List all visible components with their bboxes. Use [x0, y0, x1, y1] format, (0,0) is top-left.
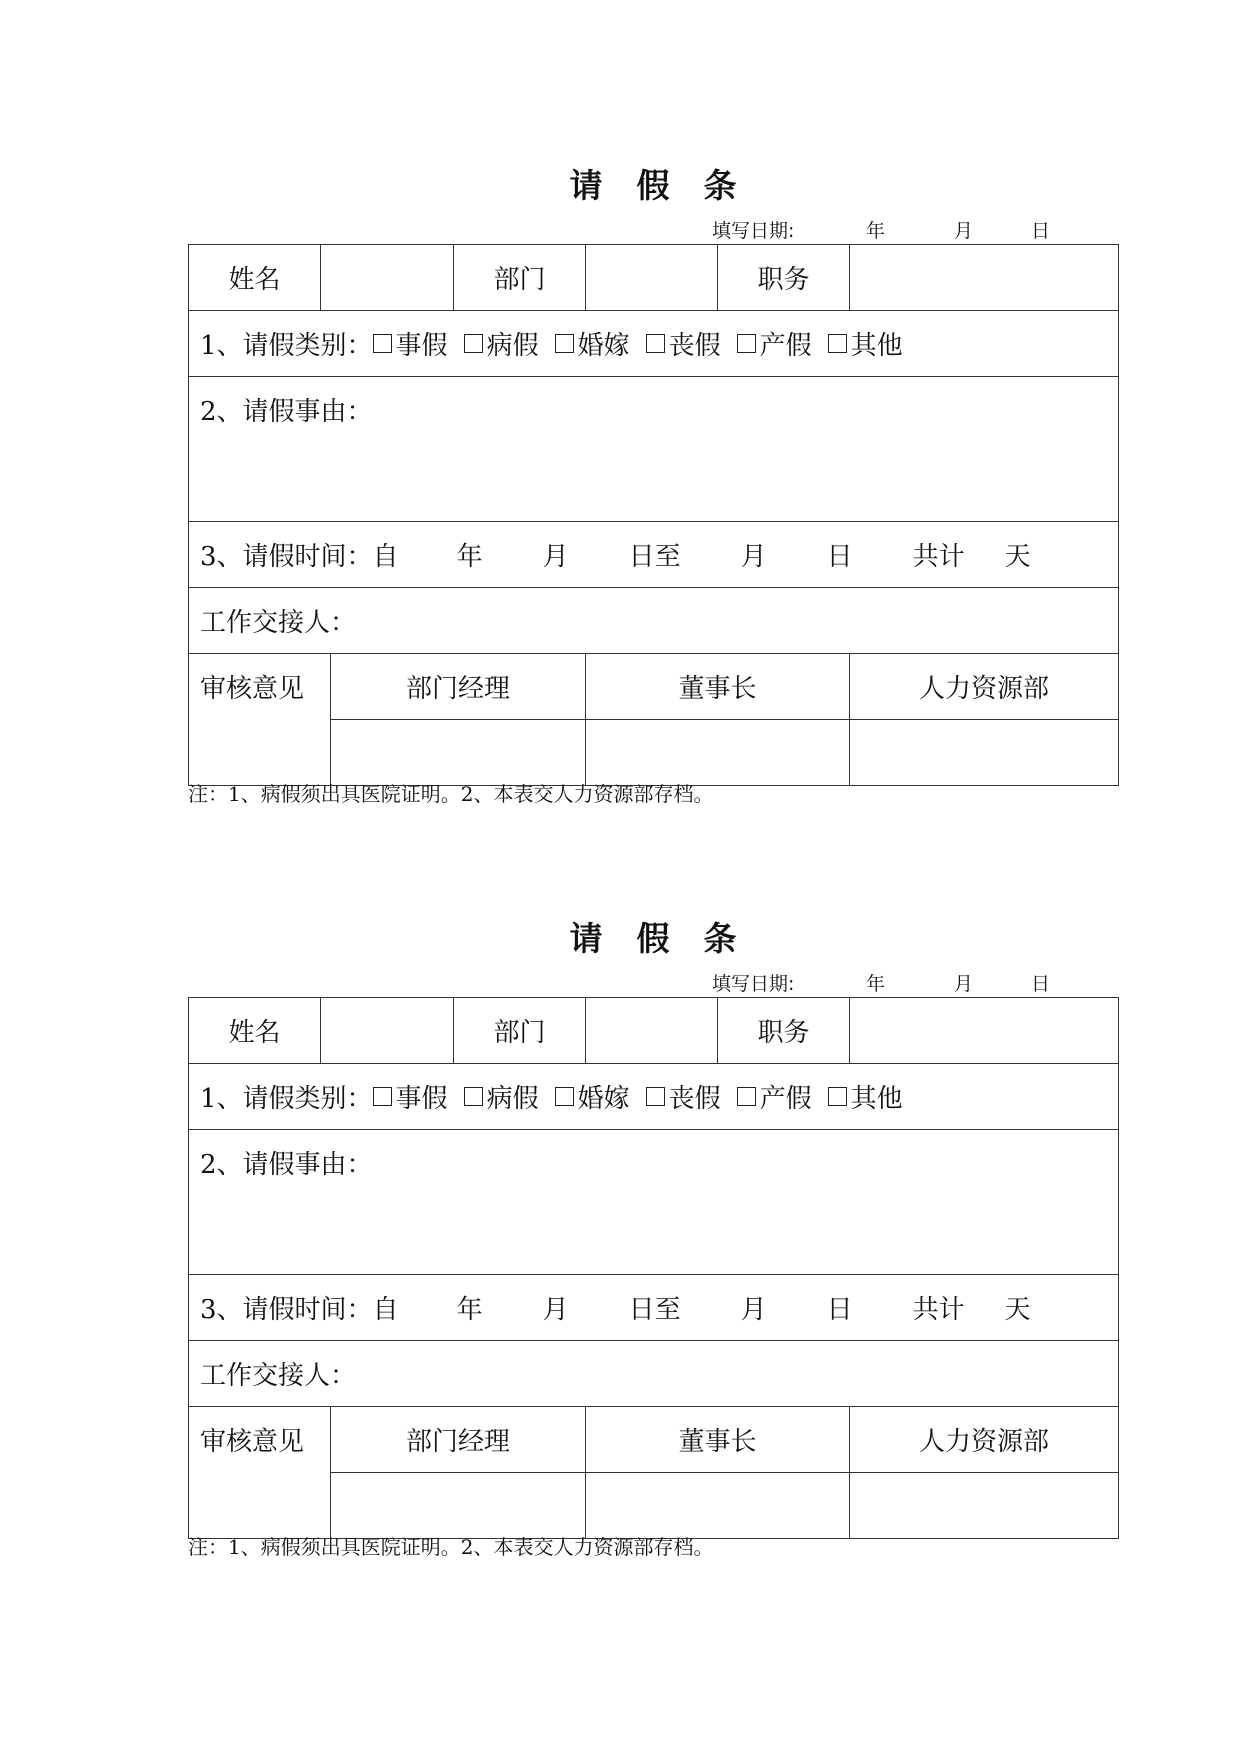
- handover-field[interactable]: [189, 1341, 1119, 1407]
- checkbox-icon[interactable]: [464, 1087, 483, 1106]
- name-field[interactable]: [321, 998, 454, 1064]
- checkbox-icon[interactable]: [555, 334, 574, 353]
- handover-field[interactable]: [189, 588, 1119, 654]
- review-col-hr: 人力资源部: [850, 1407, 1119, 1473]
- leave-type-label: 1、请假类别：: [200, 1084, 373, 1114]
- position-field[interactable]: [850, 245, 1119, 311]
- checkbox-icon[interactable]: [646, 334, 665, 353]
- fill-date-year[interactable]: 年: [866, 973, 886, 995]
- leave-type-option[interactable]: 病假: [464, 325, 539, 362]
- fill-date-day[interactable]: 日: [1031, 973, 1051, 995]
- review-col-dept-manager: 部门经理: [331, 654, 586, 720]
- fill-date-year[interactable]: 年: [866, 220, 886, 242]
- leave-type-option[interactable]: 产假: [737, 1078, 812, 1115]
- review-col-dept-manager: 部门经理: [331, 1407, 586, 1473]
- leave-type-option[interactable]: 病假: [464, 1078, 539, 1115]
- review-col-chairman: 董事长: [586, 654, 850, 720]
- reason-field[interactable]: [189, 377, 1119, 522]
- review-col-chairman: 董事长: [586, 1407, 850, 1473]
- leave-type-option[interactable]: 事假: [373, 1078, 448, 1115]
- position-label: 职务: [718, 245, 850, 311]
- reason-field[interactable]: [189, 1130, 1119, 1275]
- form-title: 请 假 条: [569, 166, 737, 205]
- review-field-hr[interactable]: [850, 1473, 1119, 1539]
- dept-label: 部门: [454, 998, 586, 1064]
- fill-date-line: [188, 216, 1118, 244]
- review-field-chairman[interactable]: [586, 1473, 850, 1539]
- leave-type-option[interactable]: 事假: [373, 325, 448, 362]
- reason-label: 2、请假事由：: [200, 397, 373, 427]
- position-field[interactable]: [850, 998, 1119, 1064]
- leave-table: [188, 244, 1119, 786]
- handover-label: 工作交接人：: [200, 1361, 357, 1391]
- leave-type-row: [189, 311, 1119, 377]
- fill-date-day[interactable]: 日: [1031, 220, 1051, 242]
- review-field-chairman[interactable]: [586, 720, 850, 786]
- checkbox-icon[interactable]: [373, 334, 392, 353]
- leave-type-option[interactable]: 婚嫁: [555, 1078, 630, 1115]
- checkbox-icon[interactable]: [737, 334, 756, 353]
- review-field-dept-manager[interactable]: [331, 1473, 586, 1539]
- checkbox-icon[interactable]: [737, 1087, 756, 1106]
- fill-date-month[interactable]: 月: [954, 973, 974, 995]
- review-field-dept-manager[interactable]: [331, 720, 586, 786]
- dept-field[interactable]: [586, 245, 718, 311]
- leave-type-option[interactable]: 其他: [828, 325, 903, 362]
- leave-type-option[interactable]: 丧假: [646, 1078, 721, 1115]
- checkbox-icon[interactable]: [828, 1087, 847, 1106]
- leave-type-option[interactable]: 婚嫁: [555, 325, 630, 362]
- fill-date-line: [188, 969, 1118, 997]
- leave-time-row[interactable]: 3、请假时间： 自 年 月 日至 月 日 共计 天: [189, 1275, 1119, 1341]
- checkbox-icon[interactable]: [646, 1087, 665, 1106]
- position-label: 职务: [718, 998, 850, 1064]
- name-label: 姓名: [189, 245, 321, 311]
- review-label: 审核意见: [189, 1407, 331, 1539]
- form-note: 注：1、病假须出具医院证明。2、本表交人力资源部存档。: [188, 1535, 714, 1559]
- leave-type-label: 1、请假类别：: [200, 331, 373, 361]
- form-note: 注：1、病假须出具医院证明。2、本表交人力资源部存档。: [188, 782, 714, 806]
- form-title: 请 假 条: [569, 919, 737, 958]
- review-label: 审核意见: [189, 654, 331, 786]
- review-field-hr[interactable]: [850, 720, 1119, 786]
- dept-field[interactable]: [586, 998, 718, 1064]
- leave-type-option[interactable]: 其他: [828, 1078, 903, 1115]
- fill-date-month[interactable]: 月: [954, 220, 974, 242]
- fill-date-label: 填写日期:: [712, 973, 795, 995]
- reason-label: 2、请假事由：: [200, 1150, 373, 1180]
- checkbox-icon[interactable]: [373, 1087, 392, 1106]
- time-label: 3、请假时间：: [200, 1295, 373, 1325]
- checkbox-icon[interactable]: [828, 334, 847, 353]
- leave-time-row[interactable]: 3、请假时间： 自 年 月 日至 月 日 共计 天: [189, 522, 1119, 588]
- time-label: 3、请假时间：: [200, 542, 373, 572]
- leave-table: [188, 997, 1119, 1539]
- review-col-hr: 人力资源部: [850, 654, 1119, 720]
- leave-type-option[interactable]: 丧假: [646, 325, 721, 362]
- handover-label: 工作交接人：: [200, 608, 357, 638]
- name-label: 姓名: [189, 998, 321, 1064]
- checkbox-icon[interactable]: [555, 1087, 574, 1106]
- checkbox-icon[interactable]: [464, 334, 483, 353]
- fill-date-label: 填写日期:: [712, 220, 795, 242]
- dept-label: 部门: [454, 245, 586, 311]
- leave-type-option[interactable]: 产假: [737, 325, 812, 362]
- name-field[interactable]: [321, 245, 454, 311]
- leave-type-row: [189, 1064, 1119, 1130]
